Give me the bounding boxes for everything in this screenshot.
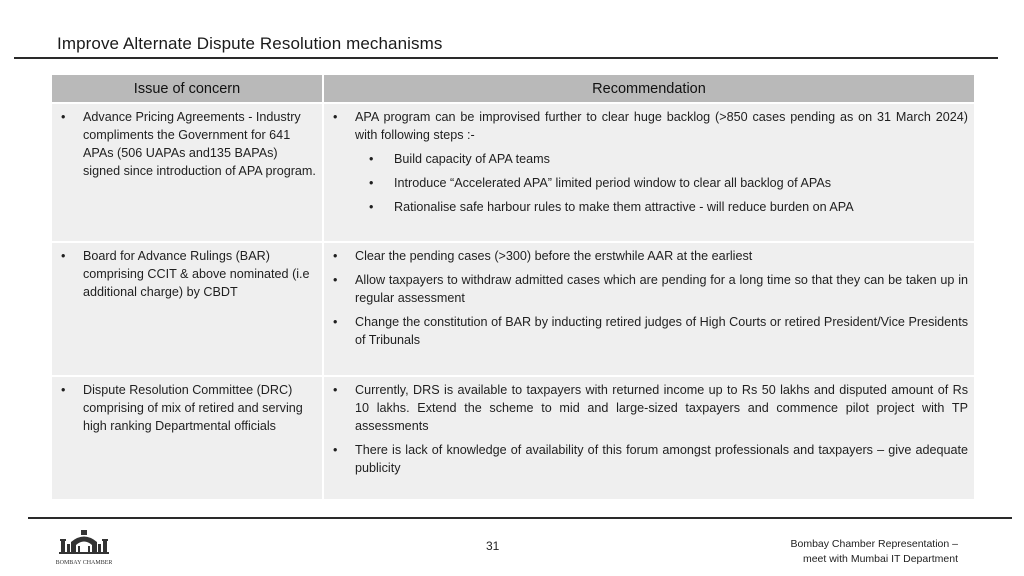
issue-text: • Advance Pricing Agreements - Industry compliments the Government for 641 APAs (506 UAPAs and135 BAPAs) signed since introduction of APA program. xyxy=(58,108,316,180)
title-divider xyxy=(14,57,998,59)
logo-text: BOMBAY CHAMBER xyxy=(56,560,112,566)
sub-point: • Build capacity of APA teams xyxy=(355,150,968,168)
recommendation-item xyxy=(330,108,968,216)
issue-cell xyxy=(52,243,322,375)
column-header-recommendation: Recommendation xyxy=(324,75,974,102)
sub-point: • Introduce “Accelerated APA” limited period window to clear all backlog of APAs xyxy=(355,174,968,192)
recommendation-item: • Clear the pending cases (>300) before the erstwhile AAR at the earliest xyxy=(330,247,968,265)
table-row xyxy=(52,377,974,499)
recommendation-item: • There is lack of knowledge of availability of this forum amongst professionals and taxpayers – give adequate publicity xyxy=(330,441,968,477)
table-header-row xyxy=(52,75,974,102)
issue-text: • Board for Advance Rulings (BAR) comprising CCIT & above nominated (i.e additional charge) by CBDT xyxy=(58,247,316,301)
issues-table xyxy=(50,73,976,501)
footer-caption xyxy=(740,537,958,567)
column-header-issue: Issue of concern xyxy=(52,75,322,102)
sub-point: • Rationalise safe harbour rules to make them attractive - will reduce burden on APA xyxy=(355,198,968,216)
footer-line: Bombay Chamber Representation – xyxy=(790,538,958,550)
footer-divider xyxy=(28,517,1012,519)
recommendation-cell xyxy=(324,243,974,375)
recommendation-item: • Change the constitution of BAR by inducting retired judges of High Courts or retired President/Vice Presidents of Tribunals xyxy=(330,313,968,349)
recommendation-text: APA program can be improvised further to clear huge backlog (>850 cases pending as on 31 March 2024) with following steps :- xyxy=(355,110,968,142)
table-row xyxy=(52,243,974,375)
page-title: Improve Alternate Dispute Resolution mechanisms xyxy=(57,34,443,53)
recommendation-item: • Allow taxpayers to withdraw admitted cases which are pending for a long time so that they can be taken up in regular assessment xyxy=(330,271,968,307)
issue-text: • Dispute Resolution Committee (DRC) comprising of mix of retired and serving high ranking Departmental officials xyxy=(58,381,316,435)
issue-cell xyxy=(52,377,322,499)
recommendation-cell xyxy=(324,377,974,499)
footer-line: meet with Mumbai IT Department xyxy=(802,553,958,565)
table-row xyxy=(52,104,974,241)
recommendation-item: • Currently, DRS is available to taxpayers with returned income up to Rs 50 lakhs and disputed amount of Rs 10 lakhs. Extend the scheme to mid and large-sized taxpayers and commence pilot project with TP assessments xyxy=(330,381,968,435)
bombay-chamber-logo xyxy=(56,528,112,568)
page-number: 31 xyxy=(486,539,500,553)
recommendation-cell xyxy=(324,104,974,241)
issue-cell xyxy=(52,104,322,241)
